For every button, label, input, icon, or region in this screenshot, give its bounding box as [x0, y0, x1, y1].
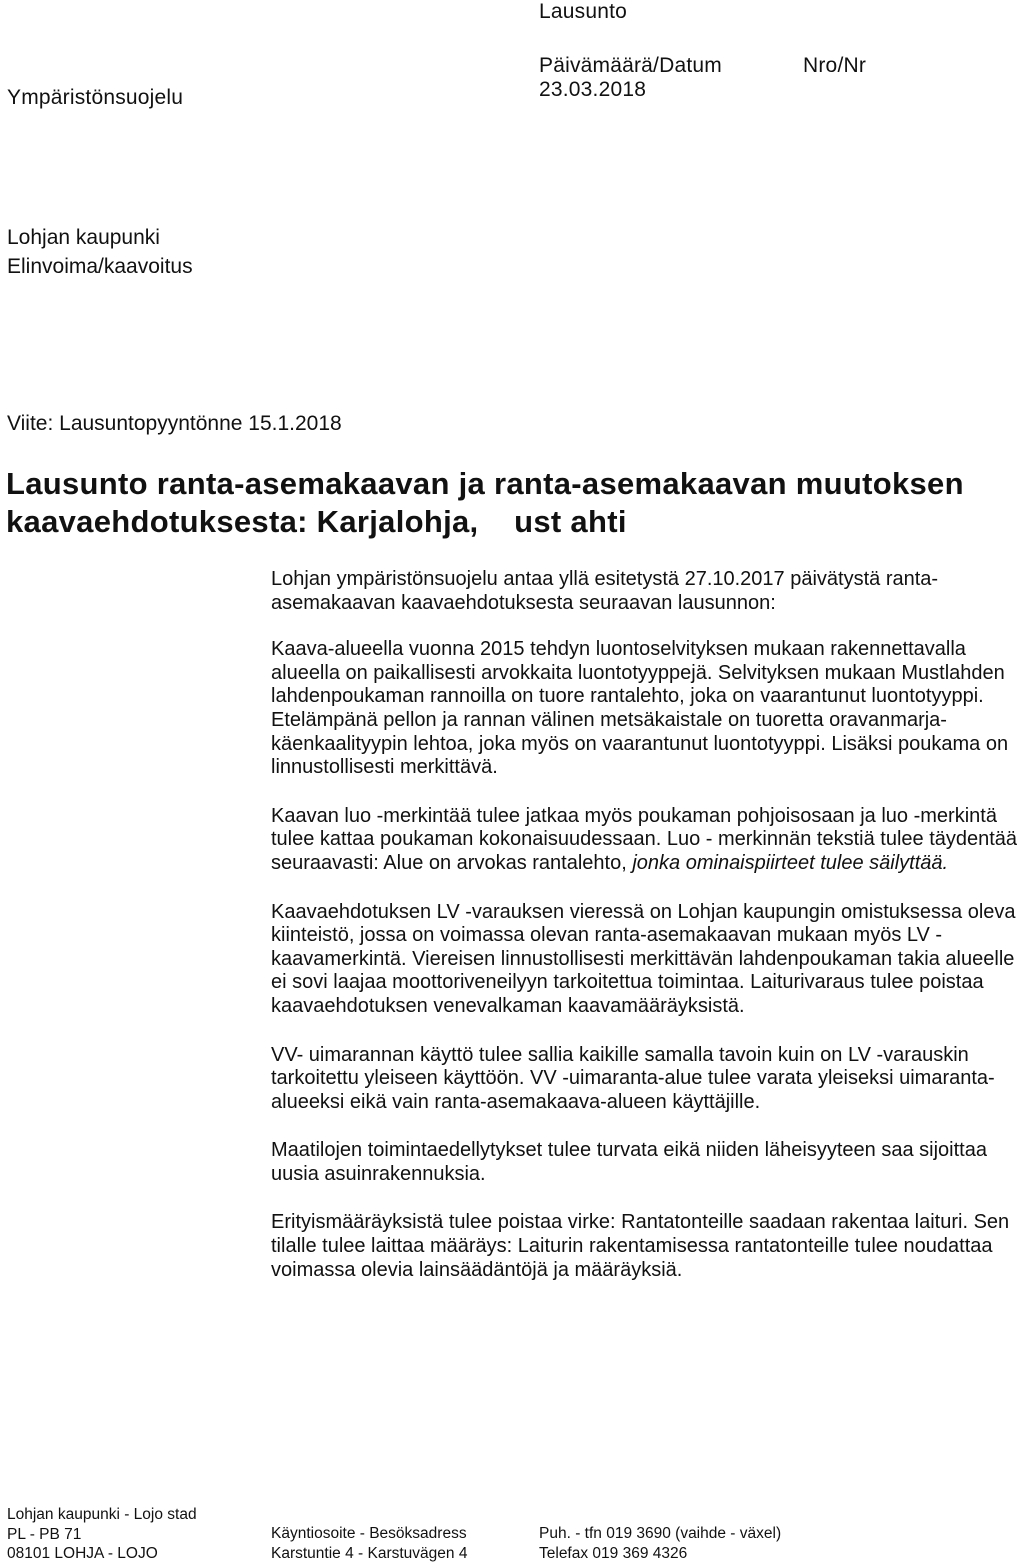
- body-paragraph-lv-reservation: Kaavaehdotuksen LV -varauksen vieressä on Lohjan kaupungin omistuksessa oleva kiinteistö, jossa on voimassa olevan ranta-asemakaavan mukaan myös LV -kaavamerkintä. Viereisen linnustollisesti merkittävän lahdenpoukaman takia alueelle ei sovi laajaa moottoriveneilyyn tarkoitettua toimintaa. Laiturivaraus tulee poistaa kaavaehdotuksen venevalkaman kaavamääräyksistä.: [271, 900, 1016, 1017]
- luo-marking-italic-text: jonka ominaispiirteet tulee säilyttää.: [632, 851, 949, 874]
- footer-postal-code: 08101 LOHJA - LOJO: [7, 1545, 158, 1562]
- title-line-2: kaavaehdotuksesta: Karjalohja, ust ahti: [6, 504, 627, 539]
- luo-marking-text: Kaavan luo -merkintää tulee jatkaa myös poukaman pohjoisosaan ja luo -merkintä tulee kattaa poukaman kokonaisuudessaan. Luo - merkinnän tekstiä tulee täydentää seuraavasti: Alue on arvokas rantalehto,: [271, 804, 1018, 874]
- recipient-line-2: Elinvoima/kaavoitus: [7, 255, 193, 278]
- footer-contact: [539, 1524, 781, 1563]
- body-paragraph-special-provisions: Erityismääräyksistä tulee poistaa virke: Rantatonteille saadaan rakentaa laituri. Sen tilalle tulee laittaa määräys: Laiturin rakentamisessa rantatonteille tulee noudattaa voimassa olevia lainsäädäntöjä ja määräyksiä.: [271, 1211, 1010, 1281]
- date-label: Päivämäärä/Datum: [539, 54, 722, 77]
- footer-po-box: PL - PB 71: [7, 1525, 82, 1543]
- document-type: Lausunto: [539, 0, 628, 23]
- title-line-1: Lausunto ranta-asemakaavan ja ranta-asemakaavan muutoksen: [6, 466, 964, 501]
- body-paragraph-farms: Maatilojen toimintaedellytykset tulee turvata eikä niiden läheisyyteen saa sijoittaa uusia asuinrakennuksia.: [271, 1139, 987, 1185]
- body-paragraph-vv-beach: VV- uimarannan käyttö tulee sallia kaikille samalla tavoin kuin on LV -varauskin tarkoitettu yleiseen käyttöön. VV -uimaranta-alue tulee varata yleiseksi uimaranta-alueeksi eikä vain ranta-asemakaava-alueen käyttäjille.: [271, 1043, 995, 1113]
- recipient-block: [7, 223, 193, 281]
- statement-body: [271, 568, 1019, 1307]
- footer-fax: Telefax 019 369 4326: [539, 1544, 688, 1562]
- document-title: [6, 465, 964, 541]
- footer-visit-label: Käyntiosoite - Besöksadress: [271, 1525, 467, 1542]
- reference-line: Viite: Lausuntopyyntönne 15.1.2018: [7, 412, 342, 435]
- body-paragraph-nature-survey: Kaava-alueella vuonna 2015 tehdyn luontoselvityksen mukaan rakennettavalla alueella on paikallisesti arvokkaita luontotyyppejä. Selvityksen mukaan Mustlahden lahdenpoukaman rannoilla on tuore rantalehto, joka on vaarantunut luontotyyppi. Etelämpänä pellon ja rannan välinen metsäkaistale on tuoretta oravanmarja-käenkaalityypin lehtoa, joka myös on vaarantunut luontotyyppi. Lisäksi poukama on linnustollisesti merkittävä.: [271, 638, 1009, 779]
- body-paragraph-intro: Lohjan ympäristönsuojelu antaa yllä esitetystä 27.10.2017 päivätystä ranta-asemakaavan kaavaehdotuksesta seuraavan lausunnon:: [271, 568, 939, 614]
- footer-visit-street: Karstuntie 4 - Karstuvägen 4: [271, 1544, 468, 1562]
- number-label: Nro/Nr: [803, 54, 867, 77]
- body-paragraph-luo-marking: [271, 805, 1019, 876]
- recipient-line-1: Lohjan kaupunki: [7, 226, 160, 249]
- footer-organisation: [7, 1505, 197, 1564]
- date-value: 23.03.2018: [539, 78, 647, 101]
- footer-visiting-address: [271, 1524, 467, 1563]
- sender-unit: Ympäristönsuojelu: [7, 86, 184, 109]
- footer-phone: Puh. - tfn 019 3690 (vaihde - växel): [539, 1525, 782, 1542]
- footer-org-name: Lohjan kaupunki - Lojo stad: [7, 1506, 197, 1523]
